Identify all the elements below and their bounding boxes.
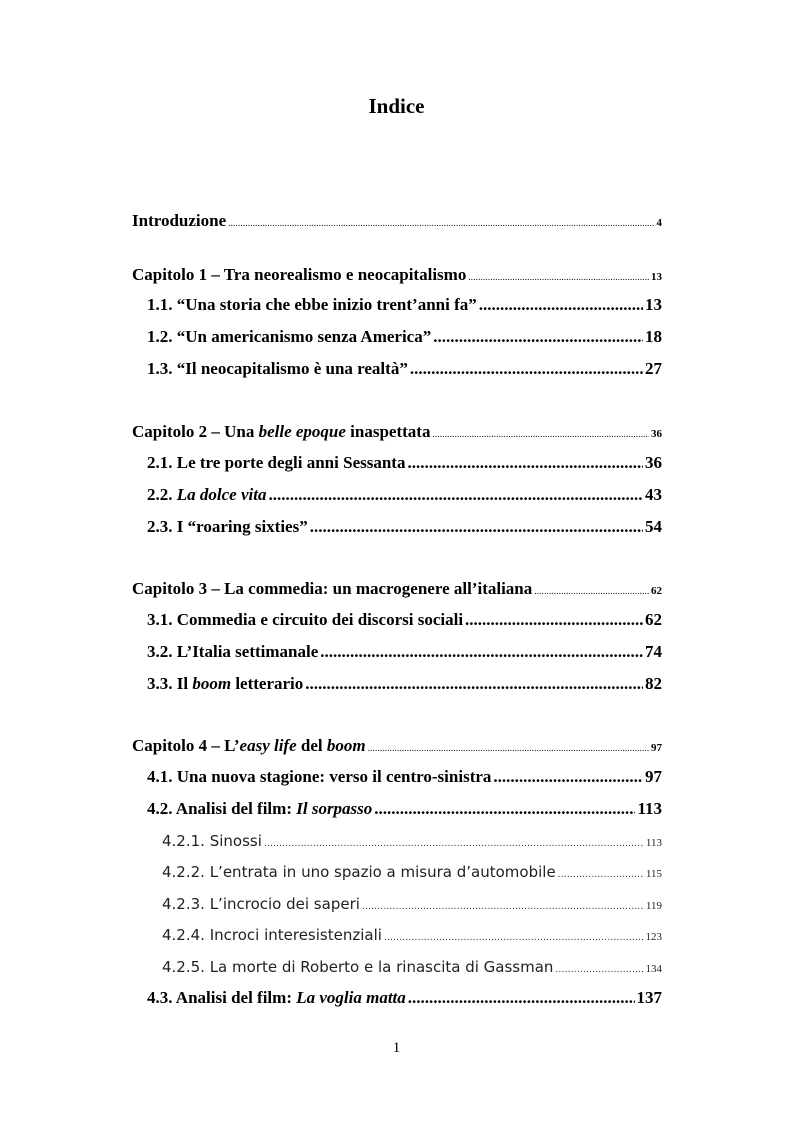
- toc-entry-subsection-4-2-1[interactable]: [162, 832, 662, 850]
- toc-entry-label: 4.2.4. Incroci interesistenziali: [162, 926, 382, 944]
- toc-entry-page: 119: [645, 900, 662, 912]
- dot-leader: [468, 272, 649, 282]
- toc-entry-label: 1.2. “Un americanismo senza America”: [147, 327, 432, 346]
- toc-entry-subsection-4-2-4[interactable]: [162, 926, 662, 944]
- toc-entry-label: Capitolo 3 – La commedia: un macrogenere all’italiana: [132, 579, 533, 598]
- toc-entry-chapter-1[interactable]: [132, 265, 662, 285]
- toc-entry-page: 13: [651, 271, 662, 283]
- page-title: Indice: [368, 94, 425, 118]
- toc-entry-label: Capitolo 2 – Una belle epoque inaspettata: [132, 422, 431, 441]
- dot-leader: [362, 902, 644, 912]
- toc-entry-page: 97: [645, 767, 662, 786]
- toc-entry-chapter-2[interactable]: [132, 422, 662, 442]
- toc-entry-label: Capitolo 1 – Tra neorealismo e neocapitalismo: [132, 265, 467, 284]
- toc-entry-introduzione[interactable]: [132, 211, 662, 231]
- dot-leader: [410, 359, 643, 379]
- toc-entry-section-2-3[interactable]: [147, 517, 662, 537]
- toc-entry-section-3-3[interactable]: [147, 674, 662, 694]
- dot-leader: [433, 327, 643, 347]
- toc-entry-page: 62: [651, 585, 662, 597]
- toc-entry-subsection-4-2-3[interactable]: [162, 895, 662, 913]
- dot-leader: [310, 517, 643, 537]
- page-number: 1: [392, 1040, 401, 1056]
- toc-entry-label: 2.2. La dolce vita: [147, 485, 267, 504]
- toc-entry-page: 123: [645, 931, 662, 943]
- toc-entry-label: 1.3. “Il neocapitalismo è una realtà”: [147, 359, 408, 378]
- toc-entry-page: 82: [645, 674, 662, 693]
- toc-entry-label: 4.2. Analisi del film: Il sorpasso: [147, 799, 373, 818]
- toc-entry-section-3-1[interactable]: [147, 610, 662, 630]
- toc-entry-label: 2.1. Le tre porte degli anni Sessanta: [147, 453, 406, 472]
- dot-leader: [320, 642, 643, 662]
- toc-entry-section-1-2[interactable]: [147, 327, 662, 347]
- dot-leader: [465, 610, 643, 630]
- toc-entry-section-4-1[interactable]: [147, 767, 662, 787]
- toc-entry-label: 3.1. Commedia e circuito dei discorsi sociali: [147, 610, 464, 629]
- toc-entry-label: Introduzione: [132, 211, 227, 230]
- toc-entry-page: 97: [651, 742, 662, 754]
- toc-entry-section-2-2[interactable]: [147, 485, 662, 505]
- toc-entry-label: 4.1. Una nuova stagione: verso il centro-sinistra: [147, 767, 492, 786]
- toc-entry-page: 115: [645, 868, 662, 880]
- dot-leader: [493, 767, 643, 787]
- dot-leader: [432, 429, 649, 439]
- toc-entry-page: 36: [651, 428, 662, 440]
- dot-leader: [555, 965, 643, 975]
- toc-entry-label: 4.2.5. La morte di Roberto e la rinascita di Gassman: [162, 958, 554, 976]
- toc-entry-subsection-4-2-2[interactable]: [162, 863, 662, 881]
- toc-entry-section-4-3[interactable]: [147, 988, 662, 1008]
- toc-entry-label: 4.2.3. L’incrocio dei saperi: [162, 895, 360, 913]
- dot-leader: [264, 839, 644, 849]
- toc-entry-page: 113: [645, 837, 662, 849]
- toc-entry-page: 74: [645, 642, 662, 661]
- dot-leader: [558, 870, 644, 880]
- dot-leader: [305, 674, 643, 694]
- toc-entry-chapter-3[interactable]: [132, 579, 662, 599]
- toc-entry-section-4-2[interactable]: [147, 799, 662, 819]
- dot-leader: [479, 295, 643, 315]
- dot-leader: [407, 453, 643, 473]
- toc-entry-page: 137: [636, 988, 662, 1007]
- dot-leader: [408, 988, 635, 1008]
- toc-entry-section-1-3[interactable]: [147, 359, 662, 379]
- toc-entry-label: 1.1. “Una storia che ebbe inizio trent’anni fa”: [147, 295, 477, 314]
- dot-leader: [268, 485, 643, 505]
- toc-entry-label: 3.2. L’Italia settimanale: [147, 642, 319, 661]
- dot-leader: [368, 743, 649, 753]
- toc-entry-page: 113: [637, 799, 662, 818]
- toc-entry-page: 4: [656, 217, 662, 229]
- toc-entry-section-1-1[interactable]: [147, 295, 662, 315]
- toc-entry-label: Capitolo 4 – L’easy life del boom: [132, 736, 366, 755]
- toc-entry-label: 4.2.1. Sinossi: [162, 832, 262, 850]
- toc-entry-page: 134: [645, 963, 662, 975]
- toc-entry-page: 36: [645, 453, 662, 472]
- toc-entry-label: 3.3. Il boom letterario: [147, 674, 304, 693]
- dot-leader: [384, 933, 644, 943]
- toc-entry-section-2-1[interactable]: [147, 453, 662, 473]
- toc-entry-page: 13: [645, 295, 662, 314]
- dot-leader: [228, 218, 654, 228]
- toc-entry-subsection-4-2-5[interactable]: [162, 958, 662, 976]
- toc-entry-label: 4.2.2. L’entrata in uno spazio a misura d’automobile: [162, 863, 556, 881]
- toc-entry-page: 43: [645, 485, 662, 504]
- dot-leader: [534, 586, 649, 596]
- toc-entry-page: 27: [645, 359, 662, 378]
- toc-entry-label: 4.3. Analisi del film: La voglia matta: [147, 988, 406, 1007]
- toc-entry-page: 62: [645, 610, 662, 629]
- toc-entry-section-3-2[interactable]: [147, 642, 662, 662]
- toc-entry-label: 2.3. I “roaring sixties”: [147, 517, 308, 536]
- dot-leader: [374, 799, 635, 819]
- toc-entry-page: 54: [645, 517, 662, 536]
- toc-entry-chapter-4[interactable]: [132, 736, 662, 756]
- toc-entry-page: 18: [645, 327, 662, 346]
